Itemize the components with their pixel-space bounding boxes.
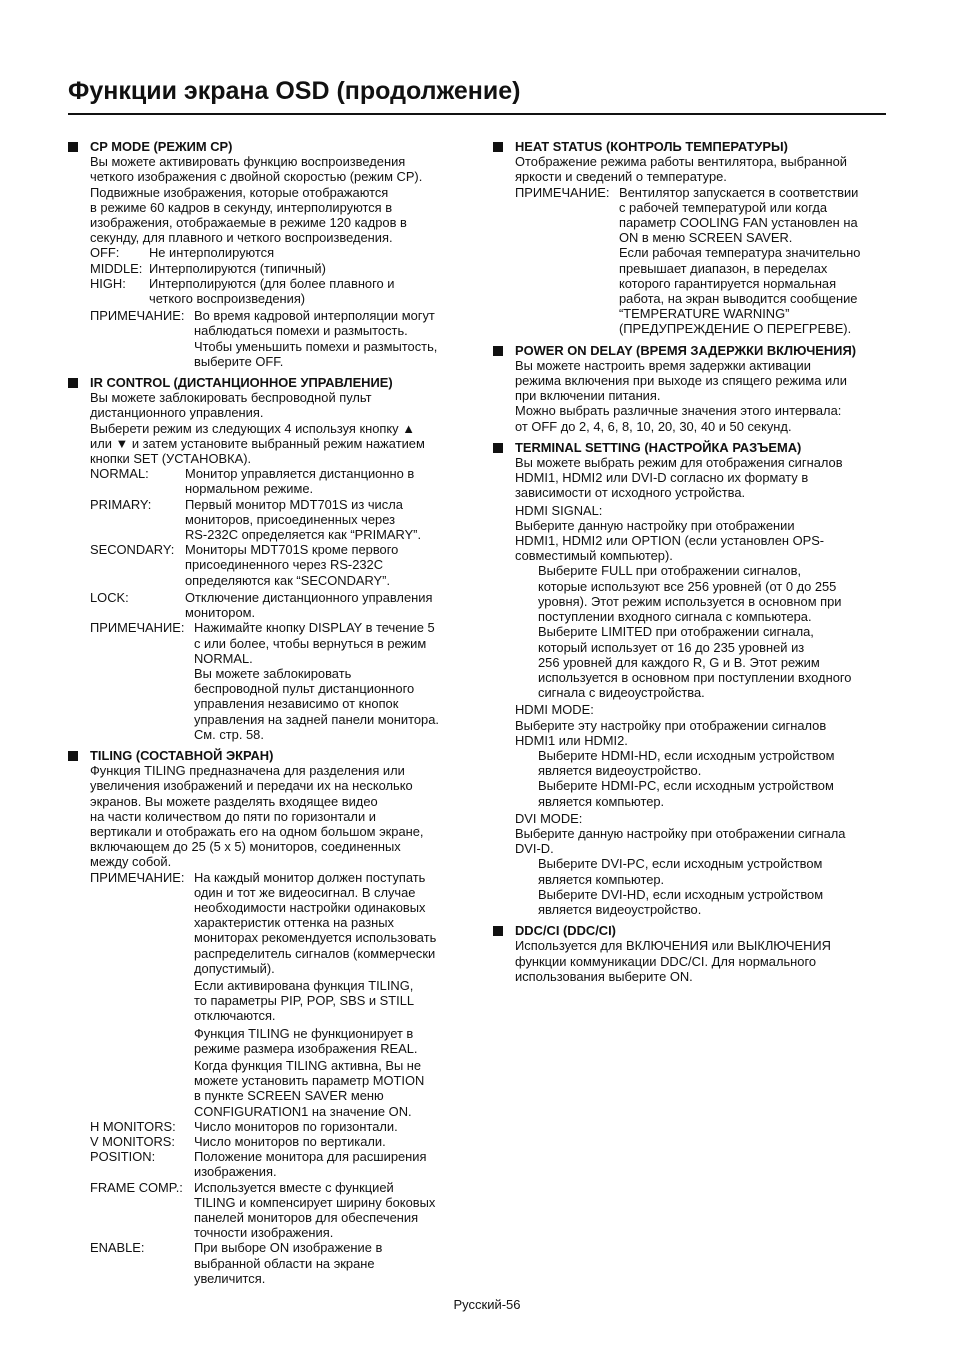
text-line: нормальном режиме.: [185, 481, 314, 497]
heading-text: IR CONTROL (ДИСТАНЦИОННОЕ УПРАВЛЕНИЕ): [90, 375, 393, 391]
text-line: изображения, отображаемые в режиме 120 кадров в: [90, 215, 407, 231]
text-line: который использует от 16 до 235 уровней из: [538, 639, 805, 655]
bullet-square-icon: [493, 346, 503, 356]
text-line: мониторах рекомендуется использовать: [194, 930, 437, 946]
text-line: уровня). Этот режим используется в основном при: [538, 593, 842, 609]
tiling-note: [68, 870, 468, 1119]
tiling-option-position: [68, 1149, 468, 1179]
text-line: характеристик оттенка на разных: [194, 915, 394, 931]
section-heading-heat-status: [493, 139, 893, 154]
text-line: HDMI1, HDMI2 или DVI-D согласно их формату в: [515, 470, 809, 486]
section-heading-ir-control: [68, 375, 468, 390]
text-line: Используется для ВКЛЮЧЕНИЯ или ВЫКЛЮЧЕНИЯ: [515, 938, 831, 954]
page-number: Русский-56: [453, 1297, 521, 1312]
text-line: включающем до 25 (5 x 5) мониторов, соединенных: [90, 839, 401, 855]
text-line: кнопки SET (УСТАНОВКА).: [90, 451, 252, 467]
option-term: POSITION:: [90, 1149, 156, 1165]
text-line: с или более, чтобы вернуться в режим: [194, 635, 427, 651]
text-line: работа, на экран выводится сообщение: [619, 291, 858, 307]
text-line: четкого изображения с двойной скоростью (режим CP).: [90, 169, 423, 185]
text-line: ON в меню SCREEN SAVER.: [619, 230, 793, 246]
text-line: функции коммуникации DDC/CI. Для нормального: [515, 953, 817, 969]
cp-option-off: [68, 245, 468, 260]
option-term: PRIMARY:: [90, 496, 152, 512]
text-line: является компьютер.: [538, 793, 665, 809]
page-title: Функции экрана OSD (продолжение): [68, 77, 521, 105]
text-line: в пункте SCREEN SAVER меню: [194, 1088, 384, 1104]
text-line: или ▼ и затем установите выбранный режим нажатием: [90, 435, 425, 451]
dvi-mode-block: [493, 811, 893, 857]
text-line: TILING и компенсирует ширину боковых: [194, 1194, 436, 1210]
option-def: [185, 542, 468, 588]
text-line: Во время кадровой интерполяции могут: [194, 308, 435, 324]
text-line: один и тот же видеосигнал. В случае: [194, 884, 416, 900]
right-column: [493, 138, 893, 984]
text-line: увеличения изображений и передачи их на несколько: [90, 778, 413, 794]
text-line: является видеоустройство.: [538, 901, 702, 917]
section-heading-power-on-delay: [493, 343, 893, 358]
text-line: Выберите HDMI-HD, если исходным устройством: [538, 747, 835, 763]
text-line: четкого воспроизведения): [149, 291, 306, 307]
option-def: Число мониторов по вертикали.: [194, 1134, 386, 1149]
text-line: Выберите HDMI-PC, если исходным устройством: [538, 778, 834, 794]
text-line: Вы можете заблокировать: [194, 665, 352, 681]
option-term: FRAME COMP.:: [90, 1179, 183, 1195]
text-line: Выберите данную настройку при отображении: [515, 517, 795, 533]
hdmi-mode-options: [493, 748, 893, 809]
text-line: которые используют все 256 уровней (от 0 до 255: [538, 578, 837, 594]
terminal-description: [493, 455, 893, 563]
text-line: RS-232C определяется как “PRIMARY”.: [185, 527, 422, 543]
text-line: Выберите DVI-PC, если исходным устройством: [538, 856, 823, 872]
text-line: Монитор управляется дистанционно в: [185, 466, 415, 482]
text-line: можете установить параметр MOTION: [194, 1073, 425, 1089]
text-line: Нажимайте кнопку DISPLAY в течение 5: [194, 620, 435, 636]
option-term: ENABLE:: [90, 1240, 145, 1256]
note-def: [194, 620, 468, 742]
text-line: присоединенного через RS-232C: [185, 557, 384, 573]
note-term: ПРИМЕЧАНИЕ:: [90, 869, 185, 885]
left-column: [68, 138, 468, 1286]
text-line: дистанционного управления.: [90, 405, 264, 421]
text-line: управления независимо от кнопок: [194, 696, 399, 712]
option-def: [185, 497, 468, 543]
text-line: Подвижные изображения, которые отображаются: [90, 184, 389, 200]
option-term: NORMAL:: [90, 466, 149, 482]
text-line: Выберите LIMITED при отображении сигнала,: [538, 624, 814, 640]
text-line: управления на задней панели монитора.: [194, 711, 439, 727]
text-line: является видеоустройство.: [538, 763, 702, 779]
text-line: увеличится.: [194, 1270, 266, 1286]
text-line: мониторов, присоединенных через: [185, 511, 396, 527]
text-line: Выберите эту настройку при отображении сигналов: [515, 717, 827, 733]
ddc-description: [493, 938, 893, 984]
text-line: беспроводной пульт дистанционного: [194, 681, 415, 697]
text-line: См. стр. 58.: [194, 726, 264, 742]
ir-option-lock: [68, 590, 468, 620]
heading-text: TERMINAL SETTING (НАСТРОЙКА РАЗЪЕМА): [515, 439, 802, 455]
text-line: отключаются.: [194, 1008, 276, 1024]
text-line: Положение монитора для расширения: [194, 1149, 427, 1165]
text-line: превышает диапазон, в переделах: [619, 260, 828, 276]
text-line: в режиме 60 кадров в секунду, интерполируются в: [90, 199, 393, 215]
text-line: наблюдаться помехи и размытость.: [194, 323, 408, 339]
option-def: [185, 466, 468, 496]
text-line: Отображение режима работы вентилятора, выбранной: [515, 154, 847, 170]
hdmi-mode-block: [493, 702, 893, 748]
text-line: использования выберите ON.: [515, 968, 693, 984]
section-heading-terminal-setting: [493, 440, 893, 455]
text-line: необходимости настройки одинаковых: [194, 899, 426, 915]
bullet-square-icon: [493, 926, 503, 936]
text-line: Интерполируются (для более плавного и: [149, 275, 395, 291]
sub-heading-dvi-mode: DVI MODE:: [515, 810, 583, 826]
sub-heading-hdmi-signal: HDMI SIGNAL:: [515, 502, 603, 518]
ir-option-secondary: [68, 542, 468, 588]
text-line: совместимый компьютер).: [515, 548, 673, 564]
cp-option-middle: [68, 261, 468, 276]
text-line: На каждый монитор должен поступать: [194, 869, 426, 885]
ir-note: [68, 620, 468, 742]
tiling-option-frame-comp: [68, 1180, 468, 1241]
text-line: Вы можете выбрать режим для отображения сигналов: [515, 455, 843, 471]
text-line: Отключение дистанционного управления: [185, 589, 433, 605]
text-line: Используется вместе с функцией: [194, 1179, 394, 1195]
option-def: Число мониторов по горизонтали.: [194, 1118, 398, 1134]
tiling-description: [68, 763, 468, 869]
power-description: [493, 358, 893, 434]
bullet-square-icon: [68, 142, 78, 152]
text-line: поступлении входного сигнала с компьютера.: [538, 609, 812, 625]
text-line: на части количеством до пяти по горизонтали и: [90, 808, 376, 824]
tiling-option-v-monitors: [68, 1134, 468, 1149]
heading-text: HEAT STATUS (КОНТРОЛЬ ТЕМПЕРАТУРЫ): [515, 139, 788, 154]
note-def: [194, 308, 468, 369]
text-line: DVI-D.: [515, 841, 554, 857]
text-line: NORMAL.: [194, 650, 253, 666]
tiling-option-enable: [68, 1240, 468, 1286]
sub-heading-hdmi-mode: HDMI MODE:: [515, 702, 594, 718]
cp-description: [68, 154, 468, 245]
text-line: Выберите данную настройку при отображении сигнала: [515, 825, 846, 841]
text-line: Выберите DVI-HD, если исходным устройством: [538, 886, 824, 902]
text-line: яркости и сведений о температуре.: [515, 169, 727, 185]
section-heading-tiling: [68, 748, 468, 763]
cp-option-high: [68, 276, 468, 306]
option-def: Интерполируются (типичный): [149, 260, 326, 276]
bullet-square-icon: [68, 378, 78, 388]
text-line: Можно выбрать различные значения этого интервала:: [515, 403, 842, 419]
text-line: выбранной области на экране: [194, 1255, 375, 1271]
text-line: от OFF до 2, 4, 6, 8, 10, 20, 30, 40 и 50 секунд.: [515, 418, 792, 434]
text-line: режиме размера изображения REAL.: [194, 1040, 418, 1056]
text-line: монитором.: [185, 605, 256, 621]
note-def: [619, 185, 893, 337]
text-line: При выборе ON изображение в: [194, 1240, 383, 1256]
text-line: HDMI1, HDMI2 или OPTION (если установлен OPS-: [515, 533, 825, 549]
heading-text: POWER ON DELAY (ВРЕМЯ ЗАДЕРЖКИ ВКЛЮЧЕНИЯ): [515, 342, 857, 358]
heading-text: CP MODE (РЕЖИМ CP): [90, 139, 233, 154]
text-line: (ПРЕДУПРЕЖДЕНИЕ О ПЕРЕГРЕВЕ).: [619, 321, 852, 337]
heat-description: [493, 154, 893, 184]
option-term: OFF:: [90, 245, 120, 261]
tiling-option-h-monitors: [68, 1119, 468, 1134]
ir-option-normal: [68, 466, 468, 496]
text-line: секунду, для плавного и четкого воспроизведения.: [90, 230, 393, 246]
option-term: LOCK:: [90, 589, 129, 605]
bullet-square-icon: [493, 142, 503, 152]
note-term: ПРИМЕЧАНИЕ:: [90, 620, 185, 636]
text-line: Вы можете активировать функцию воспроизведения: [90, 154, 406, 170]
option-def: [194, 1180, 468, 1241]
text-line: CONFIGURATION1 на значение ON.: [194, 1103, 412, 1119]
text-line: распределитель сигналов (коммерчески: [194, 945, 436, 961]
text-line: Когда функция TILING активна, Вы не: [194, 1057, 422, 1073]
text-line: Если рабочая температура значительно: [619, 245, 861, 261]
dvi-mode-options: [493, 856, 893, 917]
text-line: с рабочей температурой или когда: [619, 199, 828, 215]
option-term: MIDDLE:: [90, 260, 143, 276]
text-line: сигнала с видеоустройства.: [538, 685, 705, 701]
section-heading-cp-mode: [68, 139, 468, 154]
cp-note: [68, 308, 468, 369]
text-line: режима включения при выходе из спящего режима или: [515, 373, 847, 389]
note-term: ПРИМЕЧАНИЕ:: [90, 308, 185, 324]
text-line: Если активирована функция TILING,: [194, 977, 414, 993]
heading-text: TILING (СОСТАВНОЙ ЭКРАН): [90, 747, 274, 763]
text-line: между собой.: [90, 854, 172, 870]
text-line: зависимости от исходного устройства.: [515, 485, 746, 501]
option-def: [185, 590, 468, 620]
note-term: ПРИМЕЧАНИЕ:: [515, 184, 610, 200]
text-line: экранов. Вы можете разделять входящее видео: [90, 793, 378, 809]
text-line: Чтобы уменьшить помехи и размытость,: [194, 338, 438, 354]
heading-text: DDC/CI (DDC/CI): [515, 923, 616, 939]
text-line: 256 уровней для каждого R, G и B. Этот режим: [538, 654, 820, 670]
ir-option-primary: [68, 497, 468, 543]
option-term: V MONITORS:: [90, 1134, 175, 1149]
text-line: которого гарантируется нормальная: [619, 275, 837, 291]
text-line: используется в основном при поступлении входного: [538, 669, 852, 685]
text-line: при включении питания.: [515, 388, 661, 404]
hdmi-signal-options: [493, 563, 893, 700]
text-line: выберите OFF.: [194, 353, 284, 369]
section-heading-ddc-ci: [493, 923, 893, 938]
option-def: [149, 276, 468, 306]
text-line: изображения.: [194, 1164, 277, 1180]
text-line: Выберети режим из следующих 4 используя кнопку ▲: [90, 420, 415, 436]
text-line: “TEMPERATURE WARNING”: [619, 306, 790, 322]
bullet-square-icon: [68, 751, 78, 761]
text-line: Вентилятор запускается в соответствии: [619, 184, 859, 200]
text-line: Вы можете настроить время задержки активации: [515, 357, 811, 373]
option-term: SECONDARY:: [90, 542, 175, 558]
text-line: Вы можете заблокировать беспроводной пульт: [90, 390, 372, 406]
text-line: вертикали и отображать его на одном большом экране,: [90, 823, 424, 839]
text-line: HDMI1 или HDMI2.: [515, 732, 628, 748]
title-divider: [68, 113, 886, 115]
option-term: HIGH:: [90, 275, 126, 291]
text-line: точности изображения.: [194, 1225, 334, 1241]
heat-note: [493, 185, 893, 337]
option-def: [194, 1149, 468, 1179]
text-line: параметр COOLING FAN установлен на: [619, 215, 858, 231]
text-line: Мониторы MDT701S кроме первого: [185, 542, 399, 558]
ir-description: [68, 390, 468, 466]
text-line: Функция TILING не функционирует в: [194, 1025, 414, 1041]
text-line: определяются как “SECONDARY”.: [185, 572, 391, 588]
bullet-square-icon: [493, 443, 503, 453]
text-line: Выберите FULL при отображении сигналов,: [538, 563, 802, 579]
text-line: является компьютер.: [538, 871, 665, 887]
text-line: допустимый).: [194, 960, 275, 976]
text-line: Функция TILING предназначена для разделения или: [90, 763, 405, 779]
text-line: Первый монитор MDT701S из числа: [185, 496, 403, 512]
note-def: [194, 870, 468, 1119]
option-def: Не интерполируются: [149, 245, 275, 261]
text-line: то параметры PIP, POP, SBS и STILL: [194, 993, 415, 1009]
option-term: H MONITORS:: [90, 1118, 176, 1134]
text-line: панелей мониторов для обеспечения: [194, 1210, 419, 1226]
option-def: [194, 1240, 468, 1286]
